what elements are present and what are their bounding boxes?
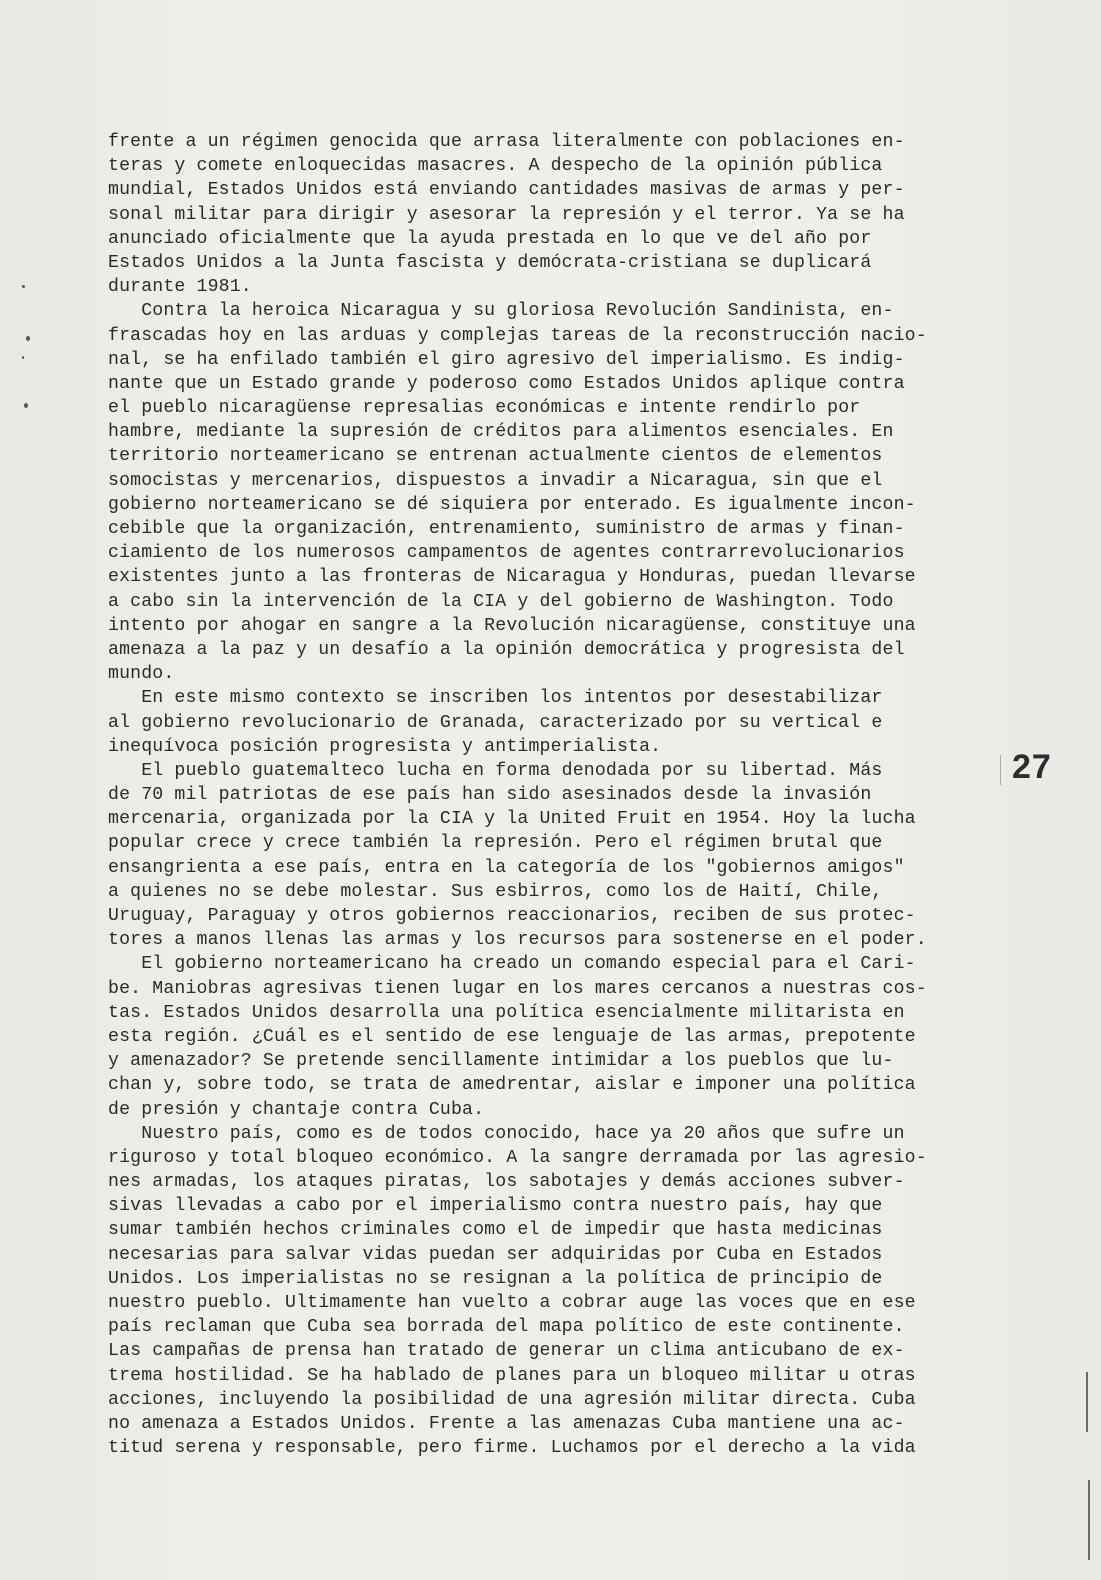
text-line: nal, se ha enfilado también el giro agresivo del imperialismo. Es indig- — [108, 349, 905, 370]
text-line: En este mismo contexto se inscriben los intentos por desestabilizar — [108, 688, 883, 709]
text-line: de 70 mil patriotas de ese país han sido asesinados desde la invasión — [108, 785, 872, 806]
text-line: territorio norteamericano se entrenan actualmente cientos de elementos — [108, 446, 883, 467]
text-line: Uruguay, Paraguay y otros gobiernos reaccionarios, reciben de sus protec- — [108, 906, 916, 926]
text-line: anunciado oficialmente que la ayuda prestada en lo que ve del año por — [108, 228, 872, 249]
right-edge-mark — [1086, 1372, 1088, 1432]
text-line: Nuestro país, como es de todos conocido, hace ya 20 años que sufre un — [108, 1123, 905, 1144]
right-edge-mark — [1088, 1480, 1090, 1560]
page-number: 27 — [1012, 748, 1052, 786]
text-line: Las campañas de prensa han tratado de generar un clima anticubano de ex- — [108, 1341, 905, 1362]
text-line: no amenaza a Estados Unidos. Frente a las amenazas Cuba mantiene una ac- — [108, 1413, 905, 1434]
text-line: sumar también hechos criminales como el de impedir que hasta medicinas — [108, 1220, 883, 1241]
text-line: y amenazador? Se pretende sencillamente intimidar a los pueblos que lu- — [108, 1051, 894, 1072]
text-line: frente a un régimen genocida que arrasa literalmente con poblaciones en- — [108, 132, 905, 152]
text-line: de presión y chantaje contra Cuba. — [108, 1099, 485, 1120]
text-line: necesarias para salvar vidas puedan ser adquiridas por Cuba en Estados — [108, 1244, 883, 1265]
text-line: sonal militar para dirigir y asesorar la represión y el terror. Ya se ha — [108, 204, 905, 225]
text-line: teras y comete enloquecidas masacres. A despecho de la opinión pública — [108, 156, 883, 177]
text-line: mercenaria, organizada por la CIA y la United Fruit en 1954. Hoy la lucha — [108, 809, 916, 830]
text-line: mundo. — [108, 664, 175, 685]
page-number-bracket — [1000, 755, 1001, 785]
text-line: chan y, sobre todo, se trata de amedrentar, aislar e imponer una política — [108, 1075, 916, 1096]
text-line: acciones, incluyendo la posibilidad de una agresión militar directa. Cuba — [108, 1389, 916, 1410]
text-line: el pueblo nicaragüense represalias económicas e intente rendirlo por — [108, 398, 861, 419]
text-line: país reclaman que Cuba sea borrada del mapa político de este continente. — [108, 1317, 905, 1338]
text-line: El pueblo guatemalteco lucha en forma denodada por su libertad. Más — [108, 760, 883, 781]
text-line: nante que un Estado grande y poderoso como Estados Unidos aplique contra — [108, 373, 905, 394]
margin-speck — [22, 285, 25, 288]
text-line: a cabo sin la intervención de la CIA y del gobierno de Washington. Todo — [108, 591, 894, 612]
text-line: Estados Unidos a la Junta fascista y demócrata-cristiana se duplicará — [108, 252, 872, 273]
text-line: somocistas y mercenarios, dispuestos a invadir a Nicaragua, sin que el — [108, 470, 883, 491]
text-line: sivas llevadas a cabo por el imperialismo contra nuestro país, hay que — [108, 1196, 883, 1217]
text-line: El gobierno norteamericano ha creado un comando especial para el Cari- — [108, 954, 916, 975]
text-line: mundial, Estados Unidos está enviando cantidades masivas de armas y per- — [108, 180, 905, 201]
text-line: titud serena y responsable, pero firme. Luchamos por el derecho a la vida — [108, 1438, 916, 1459]
text-line: a quienes no se debe molestar. Sus esbirros, como los de Haití, Chile, — [108, 881, 883, 902]
text-line: inequívoca posición progresista y antimperialista. — [108, 736, 662, 757]
text-line: popular crece y crece también la represión. Pero el régimen brutal que — [108, 833, 883, 854]
text-line: cebible que la organización, entrenamiento, suministro de armas y finan- — [108, 519, 905, 539]
text-line: durante 1981. — [108, 277, 252, 298]
text-line: nuestro pueblo. Ultimamente han vuelto a cobrar auge las voces que en ese — [108, 1293, 916, 1313]
text-line: ciamiento de los numerosos campamentos de agentes contrarrevolucionarios — [108, 543, 905, 564]
text-line: be. Maniobras agresivas tienen lugar en los mares cercanos a nuestras cos- — [108, 978, 927, 999]
text-line: frascadas hoy en las arduas y complejas tareas de la reconstrucción nacio- — [108, 325, 927, 346]
text-line: gobierno norteamericano se dé siquiera por enterado. Es igualmente incon- — [108, 494, 916, 515]
text-line: ensangrienta a ese país, entra en la categoría de los "gobiernos amigos" — [108, 857, 905, 878]
text-line: Contra la heroica Nicaragua y su gloriosa Revolución Sandinista, en- — [108, 301, 894, 322]
text-line: al gobierno revolucionario de Granada, caracterizado por su vertical e — [108, 712, 883, 733]
margin-speck — [26, 336, 30, 341]
text-line: trema hostilidad. Se ha hablado de planes para un bloqueo militar u otras — [108, 1365, 916, 1386]
text-line: tores a manos llenas las armas y los recursos para sostenerse en el poder. — [108, 930, 927, 951]
text-line: amenaza a la paz y un desafío a la opinión democrática y progresista del — [108, 639, 905, 660]
body-text — [108, 130, 993, 1460]
text-line: existentes junto a las fronteras de Nicaragua y Honduras, puedan llevarse — [108, 567, 916, 588]
text-line: nes armadas, los ataques piratas, los sabotajes y demás acciones subver- — [108, 1172, 905, 1193]
text-line: tas. Estados Unidos desarrolla una política esencialmente militarista en — [108, 1002, 905, 1023]
text-line: esta región. ¿Cuál es el sentido de ese lenguaje de las armas, prepotente — [108, 1026, 916, 1047]
text-line: Unidos. Los imperialistas no se resignan a la política de principio de — [108, 1268, 883, 1289]
margin-speck — [24, 403, 28, 408]
text-line: hambre, mediante la supresión de créditos para alimentos esenciales. En — [108, 422, 894, 443]
text-line: intento por ahogar en sangre a la Revolución nicaragüense, constituye una — [108, 615, 916, 636]
text-line: riguroso y total bloqueo económico. A la sangre derramada por las agresio- — [108, 1147, 927, 1168]
margin-speck — [22, 356, 24, 359]
